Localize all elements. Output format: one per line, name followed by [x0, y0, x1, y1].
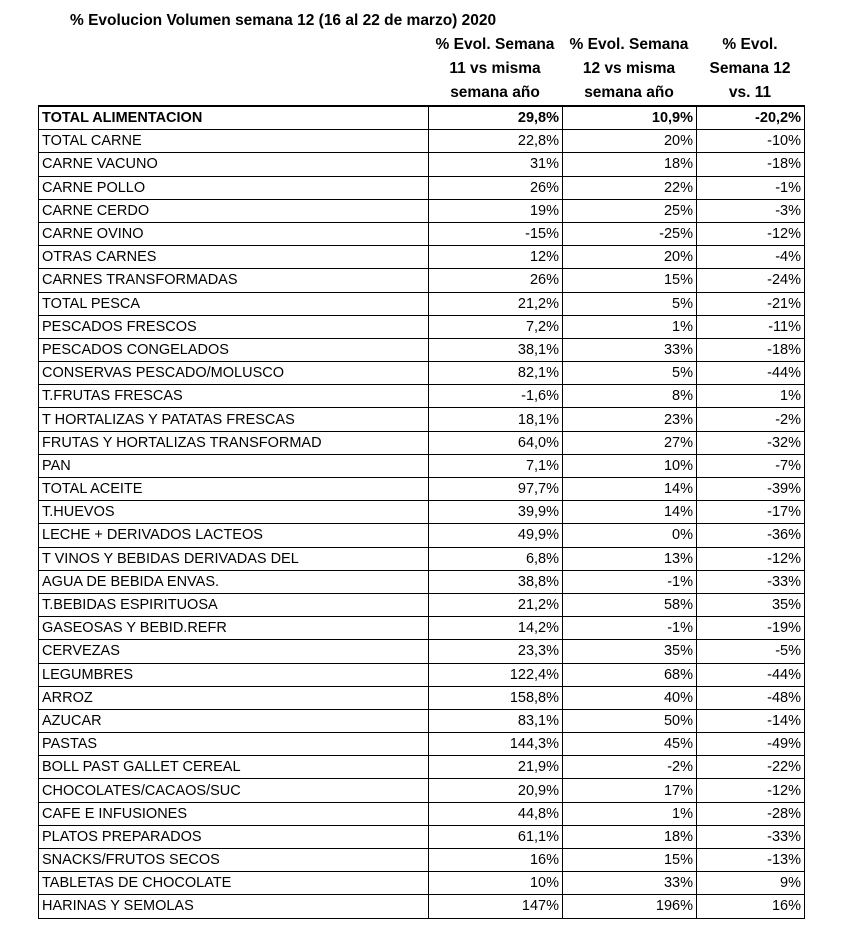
- value-cell-semana-11: 7,2%: [429, 315, 563, 338]
- value-cell-semana-11: 31%: [429, 153, 563, 176]
- table-row: [39, 895, 805, 918]
- header-line: Semana 12: [709, 60, 791, 77]
- category-cell: T.HUEVOS: [39, 501, 429, 524]
- value-cell-semana-12: 15%: [563, 269, 697, 292]
- value-cell-vs-11: -14%: [697, 709, 805, 732]
- header-line: semana año: [584, 84, 674, 101]
- value-cell-semana-12: 20%: [563, 130, 697, 153]
- category-cell: BOLL PAST GALLET CEREAL: [39, 756, 429, 779]
- category-cell: LEGUMBRES: [39, 663, 429, 686]
- table-row: [39, 454, 805, 477]
- table-row: [39, 199, 805, 222]
- category-cell: AGUA DE BEBIDA ENVAS.: [39, 570, 429, 593]
- value-cell-vs-11: -39%: [697, 478, 805, 501]
- value-cell-semana-12: 33%: [563, 872, 697, 895]
- value-cell-vs-11: -12%: [697, 222, 805, 245]
- table-row: [39, 779, 805, 802]
- category-cell: CERVEZAS: [39, 640, 429, 663]
- value-cell-semana-12: 196%: [563, 895, 697, 918]
- value-cell-semana-12: 68%: [563, 663, 697, 686]
- category-cell: ARROZ: [39, 686, 429, 709]
- header-line: vs. 11: [728, 84, 772, 101]
- column-header-semana-12: [562, 33, 696, 105]
- table-row: [39, 130, 805, 153]
- value-cell-semana-11: 158,8%: [429, 686, 563, 709]
- value-cell-vs-11: -7%: [697, 454, 805, 477]
- page-title: % Evolucion Volumen semana 12 (16 al 22 de marzo) 2020: [70, 12, 497, 29]
- header-line: semana año: [450, 84, 540, 101]
- value-cell-semana-11: 97,7%: [429, 478, 563, 501]
- category-cell: T HORTALIZAS Y PATATAS FRESCAS: [39, 408, 429, 431]
- value-cell-semana-12: 23%: [563, 408, 697, 431]
- table-body: [39, 106, 805, 918]
- value-cell-semana-12: 40%: [563, 686, 697, 709]
- value-cell-vs-11: -49%: [697, 733, 805, 756]
- category-cell: TOTAL ALIMENTACION: [39, 106, 429, 130]
- value-cell-semana-12: 58%: [563, 593, 697, 616]
- value-cell-semana-12: 8%: [563, 385, 697, 408]
- value-cell-vs-11: -22%: [697, 756, 805, 779]
- category-cell: T.FRUTAS FRESCAS: [39, 385, 429, 408]
- table-row: [39, 825, 805, 848]
- table-row: [39, 292, 805, 315]
- value-cell-semana-11: 122,4%: [429, 663, 563, 686]
- value-cell-vs-11: -20,2%: [697, 106, 805, 130]
- table-row: [39, 153, 805, 176]
- category-cell: AZUCAR: [39, 709, 429, 732]
- value-cell-semana-11: 21,9%: [429, 756, 563, 779]
- table-row: [39, 663, 805, 686]
- value-cell-semana-12: 50%: [563, 709, 697, 732]
- value-cell-vs-11: -33%: [697, 570, 805, 593]
- value-cell-semana-12: 18%: [563, 153, 697, 176]
- value-cell-semana-11: 147%: [429, 895, 563, 918]
- value-cell-semana-12: -1%: [563, 617, 697, 640]
- table-row: [39, 733, 805, 756]
- value-cell-vs-11: -44%: [697, 362, 805, 385]
- category-cell: T VINOS Y BEBIDAS DERIVADAS DEL: [39, 547, 429, 570]
- table-row: [39, 106, 805, 130]
- value-cell-semana-11: 22,8%: [429, 130, 563, 153]
- value-cell-vs-11: -18%: [697, 153, 805, 176]
- table-row: [39, 269, 805, 292]
- category-cell: CAFE E INFUSIONES: [39, 802, 429, 825]
- category-cell: HARINAS Y SEMOLAS: [39, 895, 429, 918]
- value-cell-vs-11: -18%: [697, 338, 805, 361]
- value-cell-semana-11: 23,3%: [429, 640, 563, 663]
- category-cell: CONSERVAS PESCADO/MOLUSCO: [39, 362, 429, 385]
- category-cell: PESCADOS FRESCOS: [39, 315, 429, 338]
- value-cell-vs-11: 35%: [697, 593, 805, 616]
- header-line: % Evol. Semana: [435, 36, 555, 53]
- category-cell: CHOCOLATES/CACAOS/SUC: [39, 779, 429, 802]
- category-cell: GASEOSAS Y BEBID.REFR: [39, 617, 429, 640]
- value-cell-semana-12: 22%: [563, 176, 697, 199]
- column-header-semana-11: [428, 33, 562, 105]
- table-row: [39, 849, 805, 872]
- table-row: [39, 408, 805, 431]
- category-cell: TOTAL CARNE: [39, 130, 429, 153]
- value-cell-semana-11: 21,2%: [429, 292, 563, 315]
- header-line: % Evol. Semana: [569, 36, 689, 53]
- category-cell: CARNES TRANSFORMADAS: [39, 269, 429, 292]
- value-cell-semana-12: -25%: [563, 222, 697, 245]
- value-cell-semana-12: 18%: [563, 825, 697, 848]
- value-cell-semana-12: 10%: [563, 454, 697, 477]
- value-cell-semana-11: 6,8%: [429, 547, 563, 570]
- value-cell-semana-12: 20%: [563, 246, 697, 269]
- category-cell: TOTAL ACEITE: [39, 478, 429, 501]
- category-cell: T.BEBIDAS ESPIRITUOSA: [39, 593, 429, 616]
- value-cell-semana-12: 25%: [563, 199, 697, 222]
- table-row: [39, 570, 805, 593]
- category-cell: TOTAL PESCA: [39, 292, 429, 315]
- value-cell-semana-11: 16%: [429, 849, 563, 872]
- value-cell-vs-11: -24%: [697, 269, 805, 292]
- value-cell-semana-12: 17%: [563, 779, 697, 802]
- value-cell-vs-11: -36%: [697, 524, 805, 547]
- value-cell-vs-11: -48%: [697, 686, 805, 709]
- value-cell-semana-12: 15%: [563, 849, 697, 872]
- value-cell-vs-11: -2%: [697, 408, 805, 431]
- table-row: [39, 246, 805, 269]
- value-cell-semana-11: -1,6%: [429, 385, 563, 408]
- value-cell-semana-12: 1%: [563, 315, 697, 338]
- table-row: [39, 756, 805, 779]
- value-cell-semana-11: 12%: [429, 246, 563, 269]
- value-cell-vs-11: -32%: [697, 431, 805, 454]
- table-row: [39, 315, 805, 338]
- category-cell: CARNE OVINO: [39, 222, 429, 245]
- value-cell-semana-12: 5%: [563, 292, 697, 315]
- value-cell-semana-11: 39,9%: [429, 501, 563, 524]
- value-cell-vs-11: -4%: [697, 246, 805, 269]
- table-row: [39, 524, 805, 547]
- value-cell-vs-11: 9%: [697, 872, 805, 895]
- category-cell: SNACKS/FRUTOS SECOS: [39, 849, 429, 872]
- value-cell-semana-12: 35%: [563, 640, 697, 663]
- category-cell: CARNE POLLO: [39, 176, 429, 199]
- value-cell-semana-11: 21,2%: [429, 593, 563, 616]
- value-cell-semana-11: 29,8%: [429, 106, 563, 130]
- value-cell-vs-11: -12%: [697, 779, 805, 802]
- table-row: [39, 362, 805, 385]
- value-cell-vs-11: 1%: [697, 385, 805, 408]
- category-cell: PLATOS PREPARADOS: [39, 825, 429, 848]
- value-cell-semana-11: 14,2%: [429, 617, 563, 640]
- category-cell: CARNE VACUNO: [39, 153, 429, 176]
- value-cell-semana-11: 20,9%: [429, 779, 563, 802]
- value-cell-semana-11: -15%: [429, 222, 563, 245]
- table-row: [39, 547, 805, 570]
- value-cell-vs-11: 16%: [697, 895, 805, 918]
- category-cell: FRUTAS Y HORTALIZAS TRANSFORMAD: [39, 431, 429, 454]
- value-cell-vs-11: -3%: [697, 199, 805, 222]
- column-header-semana-12-vs-11: [696, 33, 804, 105]
- table-row: [39, 872, 805, 895]
- category-cell: CARNE CERDO: [39, 199, 429, 222]
- value-cell-semana-12: 14%: [563, 478, 697, 501]
- value-cell-vs-11: -10%: [697, 130, 805, 153]
- value-cell-vs-11: -13%: [697, 849, 805, 872]
- value-cell-vs-11: -1%: [697, 176, 805, 199]
- value-cell-semana-12: 5%: [563, 362, 697, 385]
- value-cell-semana-12: 1%: [563, 802, 697, 825]
- value-cell-semana-11: 19%: [429, 199, 563, 222]
- value-cell-semana-12: 27%: [563, 431, 697, 454]
- table-row: [39, 431, 805, 454]
- value-cell-semana-11: 26%: [429, 269, 563, 292]
- category-cell: PAN: [39, 454, 429, 477]
- value-cell-vs-11: -19%: [697, 617, 805, 640]
- category-cell: PESCADOS CONGELADOS: [39, 338, 429, 361]
- value-cell-semana-12: 13%: [563, 547, 697, 570]
- value-cell-semana-12: 33%: [563, 338, 697, 361]
- table-row: [39, 593, 805, 616]
- value-cell-semana-11: 7,1%: [429, 454, 563, 477]
- value-cell-semana-12: 0%: [563, 524, 697, 547]
- table-row: [39, 176, 805, 199]
- value-cell-vs-11: -5%: [697, 640, 805, 663]
- value-cell-semana-11: 26%: [429, 176, 563, 199]
- table-row: [39, 686, 805, 709]
- value-cell-semana-12: -2%: [563, 756, 697, 779]
- value-cell-semana-11: 10%: [429, 872, 563, 895]
- category-cell: TABLETAS DE CHOCOLATE: [39, 872, 429, 895]
- value-cell-semana-11: 49,9%: [429, 524, 563, 547]
- value-cell-vs-11: -33%: [697, 825, 805, 848]
- table-row: [39, 385, 805, 408]
- value-cell-semana-12: 45%: [563, 733, 697, 756]
- value-cell-semana-11: 38,8%: [429, 570, 563, 593]
- table-row: [39, 802, 805, 825]
- value-cell-vs-11: -17%: [697, 501, 805, 524]
- category-cell: PASTAS: [39, 733, 429, 756]
- category-cell: LECHE + DERIVADOS LACTEOS: [39, 524, 429, 547]
- table-row: [39, 709, 805, 732]
- value-cell-semana-12: -1%: [563, 570, 697, 593]
- value-cell-vs-11: -21%: [697, 292, 805, 315]
- table-row: [39, 478, 805, 501]
- value-cell-semana-11: 64,0%: [429, 431, 563, 454]
- value-cell-semana-11: 82,1%: [429, 362, 563, 385]
- value-cell-semana-12: 14%: [563, 501, 697, 524]
- value-cell-semana-11: 38,1%: [429, 338, 563, 361]
- header-line: 12 vs misma: [582, 60, 676, 77]
- header-line: % Evol.: [722, 36, 778, 53]
- table-row: [39, 617, 805, 640]
- value-cell-semana-11: 83,1%: [429, 709, 563, 732]
- table-row: [39, 222, 805, 245]
- value-cell-vs-11: -44%: [697, 663, 805, 686]
- table-row: [39, 501, 805, 524]
- value-cell-vs-11: -11%: [697, 315, 805, 338]
- value-cell-vs-11: -28%: [697, 802, 805, 825]
- value-cell-vs-11: -12%: [697, 547, 805, 570]
- value-cell-semana-11: 144,3%: [429, 733, 563, 756]
- category-cell: OTRAS CARNES: [39, 246, 429, 269]
- header-line: 11 vs misma: [449, 60, 541, 77]
- evolution-table: [38, 105, 805, 919]
- table-row: [39, 338, 805, 361]
- value-cell-semana-12: 10,9%: [563, 106, 697, 130]
- table-row: [39, 640, 805, 663]
- value-cell-semana-11: 44,8%: [429, 802, 563, 825]
- value-cell-semana-11: 18,1%: [429, 408, 563, 431]
- value-cell-semana-11: 61,1%: [429, 825, 563, 848]
